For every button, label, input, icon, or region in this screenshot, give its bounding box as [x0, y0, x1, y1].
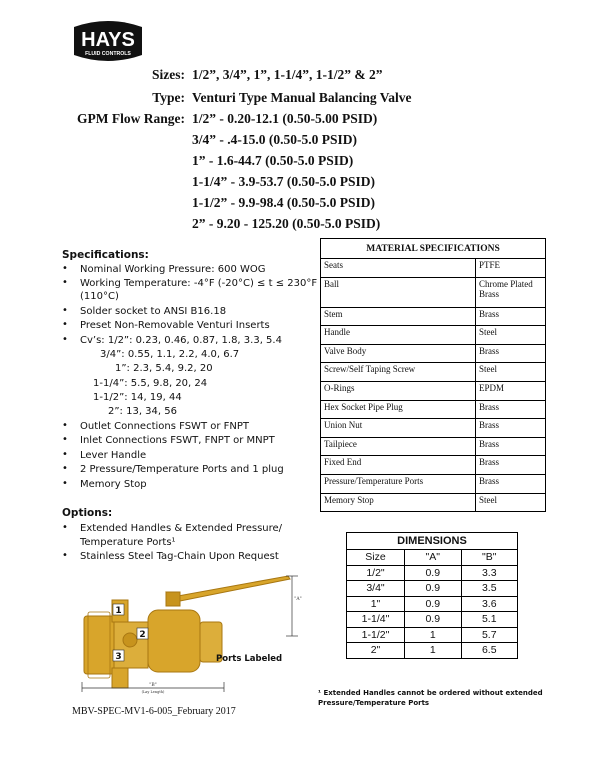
bullet-dot: •: [62, 478, 68, 489]
dim-cell: 1: [405, 643, 462, 659]
spec-item: Inlet Connections FSWT, FNPT or MNPT: [80, 435, 275, 446]
spec-item: 1-1/4”: 5.5, 9.8, 20, 24: [93, 378, 208, 389]
dim-cell: 0.9: [405, 581, 462, 597]
table-row: [321, 437, 546, 456]
material-part: Memory Stop: [321, 493, 476, 512]
hays-logo: [70, 17, 146, 67]
spec-item: 2 Pressure/Temperature Ports and 1 plug: [80, 464, 284, 475]
port-3: [112, 668, 128, 688]
sizes-value: 1/2”, 3/4”, 1”, 1-1/4”, 1-1/2” & 2”: [192, 67, 383, 82]
table-header-row: [347, 550, 518, 566]
table-row: [321, 277, 546, 307]
spec-item: (110°C): [80, 291, 119, 302]
bullet-dot: •: [62, 449, 68, 460]
dim-cell: 0.9: [405, 612, 462, 628]
gpm-range: 1-1/2” - 9.9-98.4 (0.50-5.0 PSID): [192, 195, 375, 210]
ports-labeled-caption: Ports Labeled: [216, 654, 283, 664]
table-row: [321, 326, 546, 345]
table-row: [347, 596, 518, 612]
port-number-3: 3: [115, 652, 122, 662]
dim-cell: 1": [347, 596, 405, 612]
material-part: Seats: [321, 259, 476, 278]
dim-cell: 5.7: [461, 627, 518, 643]
logo-sub-text: FLUID CONTROLS: [85, 51, 131, 57]
material-value: Brass: [476, 344, 546, 363]
table-row: [347, 581, 518, 597]
port-number-1: 1: [115, 606, 122, 616]
dim-cell: 1: [405, 627, 462, 643]
column-header: Size: [347, 550, 405, 566]
spec-item: Working Temperature: -4°F (-20°C) ≤ t ≤ 230°F: [80, 278, 318, 289]
material-value: Brass: [476, 307, 546, 326]
port-2: [123, 633, 137, 647]
material-value: PTFE: [476, 259, 546, 278]
table-row: [321, 381, 546, 400]
table-row: [321, 259, 546, 278]
material-value: EPDM: [476, 381, 546, 400]
material-part: Handle: [321, 326, 476, 345]
spec-item: 1”: 2.3, 5.4, 9.2, 20: [115, 363, 213, 374]
bullet-dot: •: [62, 319, 68, 330]
table-row: [347, 612, 518, 628]
stem: [166, 592, 180, 606]
material-value: Brass: [476, 437, 546, 456]
gpm-range: 3/4” - .4-15.0 (0.50-5.0 PSID): [192, 132, 357, 147]
bullet-dot: •: [62, 550, 68, 561]
table-row: [321, 363, 546, 382]
options-title: Options:: [62, 507, 113, 519]
option-item: Extended Handles & Extended Pressure/: [80, 523, 283, 534]
table-row: [321, 344, 546, 363]
gpm-label: GPM Flow Range:: [77, 111, 185, 126]
document-id: MBV-SPEC-MV1-6-005_February 2017: [72, 706, 236, 717]
material-part: Ball: [321, 277, 476, 307]
bullet-dot: •: [62, 263, 68, 274]
bullet-dot: •: [62, 305, 68, 316]
option-item: Stainless Steel Tag-Chain Upon Request: [80, 551, 279, 562]
spec-item: 1-1/2”: 14, 19, 44: [93, 392, 182, 403]
dim-b-label: "B": [149, 683, 157, 688]
dim-cell: 0.9: [405, 596, 462, 612]
material-value: Steel: [476, 326, 546, 345]
spec-item: Solder socket to ANSI B16.18: [80, 306, 227, 317]
material-part: Union Nut: [321, 419, 476, 438]
dim-cell: 3.6: [461, 596, 518, 612]
gpm-range: 1/2” - 0.20-12.1 (0.50-5.00 PSID): [192, 111, 378, 126]
table-row: [321, 400, 546, 419]
material-specifications-table: [320, 238, 546, 512]
material-part: Valve Body: [321, 344, 476, 363]
table-row: [347, 565, 518, 581]
spec-item: Cv’s: 1/2”: 0.23, 0.46, 0.87, 1.8, 3.3, 5.4: [80, 335, 282, 346]
dim-cell: 3.5: [461, 581, 518, 597]
material-table-title: MATERIAL SPECIFICATIONS: [321, 239, 546, 259]
footnote: ¹ Extended Handles cannot be ordered without extended Pressure/Temperature Ports: [318, 689, 543, 707]
bullet-dot: •: [62, 420, 68, 431]
dim-cell: 1-1/4": [347, 612, 405, 628]
table-row: [321, 493, 546, 512]
type-label: Type:: [152, 90, 185, 105]
bullet-dot: •: [62, 434, 68, 445]
material-part: Hex Socket Pipe Plug: [321, 400, 476, 419]
dim-cell: 2": [347, 643, 405, 659]
option-item: Temperature Ports¹: [80, 537, 176, 548]
bullet-dot: •: [62, 522, 68, 533]
material-value: Brass: [476, 419, 546, 438]
bullet-dot: •: [62, 463, 68, 474]
lever-handle: [166, 576, 290, 601]
spec-item: Memory Stop: [80, 479, 147, 490]
dim-b-sub-label: (Lay Length): [141, 690, 165, 694]
dim-cell: 0.9: [405, 565, 462, 581]
table-row: [321, 474, 546, 493]
bullet-dot: •: [62, 277, 68, 288]
union-nut: [84, 616, 114, 674]
dim-a-label: "A": [294, 597, 302, 602]
material-part: Tailpiece: [321, 437, 476, 456]
port-number-2: 2: [139, 630, 146, 640]
dim-cell: 3/4": [347, 581, 405, 597]
logo-brand-text: HAYS: [81, 29, 135, 51]
dim-cell: 1/2": [347, 565, 405, 581]
dim-cell: 1-1/2": [347, 627, 405, 643]
material-value: Steel: [476, 493, 546, 512]
spec-item: 2”: 13, 34, 56: [108, 406, 177, 417]
material-part: O-Rings: [321, 381, 476, 400]
spec-item: Preset Non-Removable Venturi Inserts: [80, 320, 270, 331]
material-value: Steel: [476, 363, 546, 382]
material-part: Pressure/Temperature Ports: [321, 474, 476, 493]
type-value: Venturi Type Manual Balancing Valve: [192, 90, 412, 105]
spec-item: Lever Handle: [80, 450, 147, 461]
material-part: Fixed End: [321, 456, 476, 475]
table-row: [321, 307, 546, 326]
dim-cell: 5.1: [461, 612, 518, 628]
table-row: [347, 643, 518, 659]
spec-item: Nominal Working Pressure: 600 WOG: [80, 264, 266, 275]
spec-item: Outlet Connections FSWT or FNPT: [80, 421, 250, 432]
gpm-range: 1-1/4” - 3.9-53.7 (0.50-5.0 PSID): [192, 174, 375, 189]
column-header: "A": [405, 550, 462, 566]
table-row: [321, 456, 546, 475]
column-header: "B": [461, 550, 518, 566]
material-value: Brass: [476, 400, 546, 419]
table-row: [347, 627, 518, 643]
gpm-range: 2” - 9.20 - 125.20 (0.50-5.0 PSID): [192, 216, 381, 231]
dimensions-table: [346, 532, 518, 659]
material-value: Brass: [476, 456, 546, 475]
bullet-dot: •: [62, 334, 68, 345]
valve-illustration: [66, 570, 306, 695]
material-part: Stem: [321, 307, 476, 326]
material-value: Brass: [476, 474, 546, 493]
dimensions-title: DIMENSIONS: [347, 533, 518, 550]
specifications-title: Specifications:: [62, 249, 149, 261]
dim-cell: 3.3: [461, 565, 518, 581]
gpm-range: 1” - 1.6-44.7 (0.50-5.0 PSID): [192, 153, 354, 168]
valve-body: [148, 610, 200, 672]
material-part: Screw/Self Taping Screw: [321, 363, 476, 382]
material-value: Chrome Plated Brass: [476, 277, 546, 307]
sizes-label: Sizes:: [152, 67, 185, 82]
dim-cell: 6.5: [461, 643, 518, 659]
table-row: [321, 419, 546, 438]
spec-item: 3/4”: 0.55, 1.1, 2.2, 4.0, 6.7: [100, 349, 240, 360]
